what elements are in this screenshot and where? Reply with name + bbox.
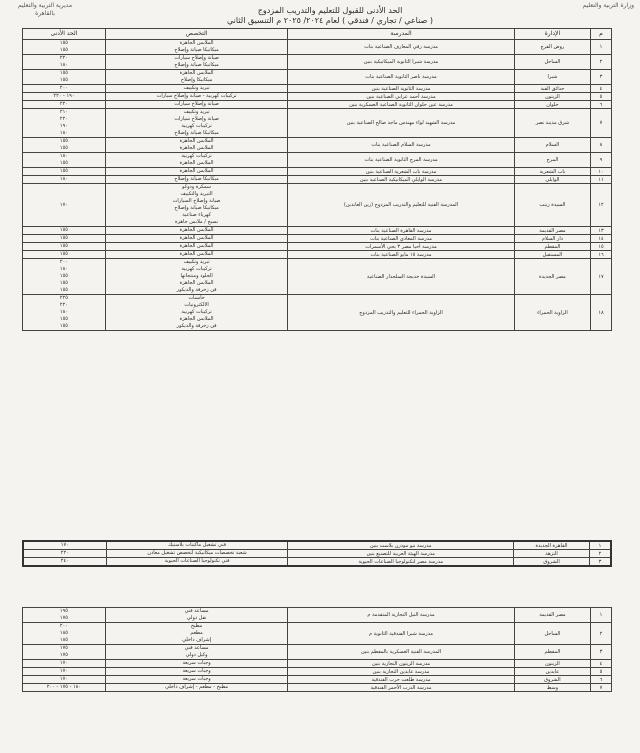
district-cell: مصر الجديدة [514,259,590,295]
specialty-cell-line: الالكترونيات [184,302,209,308]
grade-cell-line: ١٥٥ [59,70,68,76]
district-cell: النزهة [514,550,590,558]
specialty-cell-line: الملابس الجاهزة [179,227,214,233]
school-cell: السيدة خديجة السلحدار الصناعية [288,259,515,295]
specialty-cell-line: الملابس الجاهزة [179,280,214,286]
district-cell: شبرا [514,70,590,85]
table-row [23,176,612,184]
school-cell: مدرسة السلام الصناعية بنات [288,138,515,153]
school-cell: مدرسة ناصر الثانوية الصناعية بنات [288,70,515,85]
row-number: ١ [590,541,611,550]
grade-cell-line: ٢٠٠ [59,85,68,91]
table-row [23,645,612,660]
school-cell: مدرسة رقي المعارف الصناعية بنات [288,40,515,55]
grade-cell-line: ١٩٥ [59,608,68,614]
grade-cell-line: ١٨٠ [59,309,68,315]
grade-cell [23,558,106,567]
ministry-label: وزارة التربية والتعليم [582,2,634,9]
row-number: ١ [591,608,612,623]
school-cell: مدرسة نيو مودرن بلاست بنين [288,541,514,550]
district-cell: القاهرة الجديدة [514,541,590,550]
specialty-cell [105,295,287,331]
grade-cell-line: ١٥٥ [59,160,68,166]
specialty-cell-line: فن زخرفة والديكور [176,287,217,293]
table-row [23,235,612,243]
table-row [23,668,612,676]
specialty-cell-line: وجبات سريعة [182,668,211,674]
school-cell: مدرسة مصر لتكنولوجيا الصناعات الحيوية [288,558,514,567]
row-number: ٧ [591,684,612,692]
table-applied-tech [22,540,612,567]
grade-cell-line: ١٩٠ - ٢٢٠ [53,93,75,99]
district-cell: دار السلام [514,235,590,243]
grade-cell [23,109,106,138]
district-cell: شرق مدينة نصر [514,109,590,138]
row-number: ١٣ [591,227,612,235]
grade-cell [23,608,106,623]
specialty-cell-line: شعبة تخصصات ميكانيكية لتخصص تشغيل معادن [147,550,247,556]
specialty-cell-line: الجلود ومنتجاتها [180,273,213,279]
specialty-cell-line: الملابس الجاهزة [179,70,214,76]
grade-cell [23,176,106,184]
row-number: ٣ [591,70,612,85]
school-cell: مدرسة المرج الثانوية الصناعية بنات [288,153,515,168]
table-row [23,684,612,692]
school-cell: المدرسة الفنية للتعليم والتدريب المزدوج (زين العابدين) [288,184,515,227]
grade-cell-line: ١٧٠ [60,542,69,548]
grade-cell [23,168,106,176]
district-cell: المستقبل [514,251,590,259]
grade-cell [23,227,106,235]
specialty-cell [106,558,288,567]
specialty-cell-line: فني تشغيل ماكينات بلاستيك [167,542,227,548]
specialty-cell-line: ميكانيكا صيانة وإصلاح [174,130,219,136]
district-cell: الزيتون [514,93,590,101]
school-cell: الزاوية الحمراء للتعليم والتدريب المزدوج [288,295,515,331]
specialty-cell [105,93,287,101]
grade-cell [23,251,106,259]
table-row [23,227,612,235]
specialty-cell-line: تبريد وتكييف [183,259,210,265]
grade-cell-line: ١٨٥ [59,630,68,636]
grade-cell [23,541,106,550]
grade-cell-line: ١٥٥ [59,243,68,249]
row-number: ٥ [591,668,612,676]
grade-cell-line: ١٨٥ [59,637,68,643]
grade-cell [23,243,106,251]
grade-cell-line: ١٥٥ [59,227,68,233]
row-number: ٤ [591,660,612,668]
table-row [23,623,612,645]
specialty-cell-line: نقل دولي [186,615,207,621]
row-number: ٦ [591,101,612,109]
specialty-cell [105,85,287,93]
district-cell: باب الشعرية [514,168,590,176]
row-number: ٨ [591,138,612,153]
specialty-cell [105,138,287,153]
specialty-cell [105,55,287,70]
school-cell: مدرسة القاهرة الصناعية بنات [288,227,515,235]
specialty-cell-line: تركيبات كهربية [181,153,212,159]
grade-cell [23,295,106,331]
table-row [23,93,612,101]
specialty-cell-line: تركيبات كهربية [181,309,212,315]
specialty-cell-line: حاسبات [188,295,205,301]
grade-cell-line: ٢٢٠ [60,550,69,556]
row-number: ٧ [591,109,612,138]
school-cell: مدرسة المعادي الصناعية بنات [288,235,515,243]
grade-cell-line: ١٨٠ [59,176,68,182]
grade-cell-line: ١٥٥ [59,168,68,174]
specialty-cell [105,243,287,251]
specialty-cell-line: وجبات سريعة [182,660,211,666]
specialty-cell-line: تبريد وتكييف [183,85,210,91]
page-title: الحد الأدنى للقبول للتعليم والتدريب المزدوج [257,6,403,15]
row-number: ٢ [590,550,611,558]
specialty-cell-line: تركيبات كهربية [181,266,212,272]
specialty-cell-line: الملابس الجاهزة [179,145,214,151]
specialty-cell-line: الملابس الجاهزة [179,243,214,249]
specialty-cell [105,251,287,259]
grade-cell [23,623,106,645]
grade-cell-line: ٢٠٠ [59,259,68,265]
specialty-cell-line: تركيبات كهربية [181,123,212,129]
grade-cell-line: ١٧٠ [59,676,68,682]
specialty-cell-line: الملابس الجاهزة [179,251,214,257]
specialty-cell-line: صيانة وإصلاح سيارات [174,55,219,61]
specialty-cell-line: الملابس الجاهزة [179,160,214,166]
table-row [23,55,612,70]
district-cell: المقطم [514,645,590,660]
grade-cell-line: ٢٢٠ [59,101,68,107]
table-row [23,550,611,558]
specialty-cell-line: ميكانيكا صيانة وإصلاح [174,62,219,68]
row-number: ١٨ [591,295,612,331]
row-number: ٢ [591,55,612,70]
school-cell: مدرسة الدرب الأحمر الفندقية [288,684,515,692]
grade-cell [23,40,106,55]
table-row [23,109,612,138]
specialty-cell-line: تبريد وتكييف [183,109,210,115]
table-row [23,153,612,168]
table-row [23,70,612,85]
specialty-cell [105,684,287,692]
grade-cell-line: ١٨٠ [59,130,68,136]
school-cell: مدرسة النيل التجارية المتقدمة م [288,608,515,623]
grade-cell-line: ١٨٠ - ١٧٥ - ٢٠٠ [46,684,82,690]
grade-cell-line: ٢١٠ [59,109,68,115]
row-number: ٦ [591,676,612,684]
grade-cell-line: ٢٢٠ [59,55,68,61]
grade-cell-line: ١٨٠ [59,266,68,272]
school-cell: مدرسة عابدين التجارية بنين [288,668,515,676]
specialty-cell-line: مساعد فني [184,608,209,614]
specialty-cell [105,668,287,676]
district-cell: الشروق [514,558,590,567]
district-cell: وسط [514,684,590,692]
grade-cell-line: ٢٤٠ [60,558,69,564]
specialty-cell-line: مساعد فني [184,645,209,651]
specialty-cell [106,550,288,558]
grade-cell-line: ١٥٥ [59,138,68,144]
specialty-cell-line: نسيج / ملابس جاهزة [175,219,219,225]
district-cell: حدائق القبة [514,85,590,93]
specialty-cell [105,109,287,138]
row-number: ٩ [591,153,612,168]
col-school-header: المدرسة [288,29,515,40]
specialty-cell [106,541,288,550]
school-cell: مدرسة الوايلي الميكانيكية الصناعية بنين [288,176,515,184]
grade-cell-line: ٢٢٠ [59,302,68,308]
specialty-cell [105,176,287,184]
specialty-cell [105,40,287,55]
row-number: ٣ [591,645,612,660]
col-spec-header: التخصص [105,29,287,40]
specialty-cell-line: مطبخ - مطعم - إشراف داخلي [165,684,229,690]
row-number: ٢ [591,623,612,645]
specialty-cell-line: كهرباء صناعية [182,212,211,218]
specialty-cell-line: الملابس الجاهزة [179,316,214,322]
school-cell: مدرسة شبرا الثانوية الميكانيكية بنين [288,55,515,70]
grade-cell [23,93,106,101]
grade-cell-line: ١٩٠ [59,123,68,129]
district-cell: مصر القديمة [514,608,590,623]
district-cell: الزيتون [514,660,590,668]
grade-cell-line: ١٧٠ [59,668,68,674]
specialty-cell [105,153,287,168]
specialty-cell-line: صيانة وإصلاح السيارات [172,198,221,204]
table-row [23,558,611,567]
col-district-header: الإدارة [514,29,590,40]
specialty-cell-line: وجبات سريعة [182,676,211,682]
grade-cell [23,550,106,558]
table-commercial-hotel [22,607,612,692]
specialty-cell-line: إشراف داخلي [182,637,212,643]
table-row [23,676,612,684]
specialty-cell-line: سمكرة ودوكو [182,184,211,190]
district-cell: الزاوية الحمراء [514,295,590,331]
specialty-cell [105,70,287,85]
grade-cell-line: ١٥٥ [59,40,68,46]
specialty-cell-line: ميكانيكا صيانة وإصلاح [174,176,219,182]
specialty-cell-line: ميكانيكا صيانة وإصلاح [174,47,219,53]
specialty-cell-line: فني تكنولوجيا الصناعات الحيوية [164,558,230,564]
specialty-cell-line: التبريد والتكييف [180,191,213,197]
row-number: ١٠ [591,168,612,176]
grade-cell [23,660,106,668]
grade-cell [23,55,106,70]
district-cell: الوايلي [514,176,590,184]
specialty-cell [105,227,287,235]
table-row [23,168,612,176]
grade-cell [23,684,106,692]
school-cell: مدرسة الهيئة العربية للتصنيع بنين [288,550,514,558]
row-number: ١ [591,40,612,55]
table-row [23,608,612,623]
grade-cell [23,138,106,153]
specialty-cell [105,184,287,227]
specialty-cell [105,623,287,645]
table-row [23,243,612,251]
specialty-cell-line: الملابس الجاهزة [179,235,214,241]
specialty-cell-line: الملابس الجاهزة [179,168,214,174]
grade-cell [23,85,106,93]
district-cell: الشروق [514,676,590,684]
table-row [23,101,612,109]
grade-cell [23,153,106,168]
grade-cell [23,235,106,243]
row-number: ١٤ [591,235,612,243]
row-number: ١١ [591,176,612,184]
district-cell: عابدين [514,668,590,676]
specialty-cell [105,645,287,660]
grade-cell-line: ١٥٥ [59,287,68,293]
table-row [23,251,612,259]
school-cell: مدرسة باب الشعرية الصناعية بنين [288,168,515,176]
row-number: ١٥ [591,243,612,251]
grade-cell-line: ١٧٥ [59,645,68,651]
table-row [23,138,612,153]
grade-cell-line: ١٥٥ [59,77,68,83]
grade-cell [23,259,106,295]
district-cell: السيدة زينب [514,184,590,227]
table-row [23,295,612,331]
school-cell: مدرسة طلعت حرب الفندقية [288,676,515,684]
row-number: ٤ [591,85,612,93]
specialty-cell [105,676,287,684]
table-row [23,259,612,295]
col-grade-header: الحد الأدنى [23,29,106,40]
grade-cell [23,676,106,684]
specialty-cell [105,608,287,623]
page-subtitle: ( صناعي / تجاري / فندقي ) لعام ٢٠٢٤/ ٢٠٢٥ م التنسيق الثاني [227,16,433,25]
table-row [23,541,611,550]
grade-cell-line: ١٧٠ [59,201,68,208]
table-industrial [22,28,612,331]
grade-cell-line: ١٥٥ [59,145,68,151]
district-cell: روض الفرج [514,40,590,55]
table-row [23,660,612,668]
grade-cell-line: ١٧٥ [59,652,68,658]
specialty-cell-line: الملابس الجاهزة [179,138,214,144]
row-number: ١٦ [591,251,612,259]
grade-cell-line: ٢٠٠ [59,623,68,629]
table-row [23,184,612,227]
district-cell: الساحل [514,623,590,645]
grade-cell-line: ١٥٥ [59,280,68,286]
specialty-cell-line: صيانة وإصلاح سيارات [174,101,219,107]
row-number: ٥ [591,93,612,101]
school-cell: مدرسة الزيتون التجارية بنين [288,660,515,668]
district-cell: حلوان [514,101,590,109]
school-cell: مدرسة الثانوية الصناعية بنين [288,85,515,93]
school-cell: مدرسة عين حلوان الثانوية الصناعية العسكرية بنين [288,101,515,109]
school-cell: مدرسة شبرا الفندقية الثانوية م [288,623,515,645]
grade-cell [23,101,106,109]
grade-cell [23,645,106,660]
grade-cell [23,70,106,85]
district-cell: الساحل [514,55,590,70]
school-cell: مدرسة أحيا مصر ٣ بحي الأسمرات [288,243,515,251]
grade-cell-line: ١٧٠ [59,660,68,666]
specialty-cell-line: مطبخ [190,623,203,629]
table-row [23,85,612,93]
grade-cell-line: ١٥٥ [59,47,68,53]
grade-cell [23,184,106,227]
grade-cell-line: ١٥٥ [59,323,68,329]
district-cell: مصر القديمة [514,227,590,235]
specialty-cell-line: صيانة وإصلاح سيارات [174,116,219,122]
district-cell: السلام [514,138,590,153]
grade-cell-line: ١٥٥ [59,316,68,322]
table-row [23,40,612,55]
district-cell: المرج [514,153,590,168]
directorate-label: مديرية التربية والتعليم بالقاهرة [17,2,73,17]
grade-cell-line: ١٥٥ [59,273,68,279]
specialty-cell-line: ميكانيكا صيانة وإصلاح [174,205,219,211]
school-cell: مدرسة ١٥ مايو الصناعية بنات [288,251,515,259]
row-number: ٣ [590,558,611,567]
grade-cell-line: ١٧٥ [59,615,68,621]
specialty-cell [105,235,287,243]
row-number: ١٢ [591,184,612,227]
grade-cell-line: ١٨٠ [59,62,68,68]
specialty-cell-line: مطعم [190,630,203,636]
specialty-cell [105,660,287,668]
row-number: ١٧ [591,259,612,295]
grade-cell [23,668,106,676]
specialty-cell-line: تركيبات كهربية - صيانة وإصلاح سيارات [156,93,237,99]
grade-cell-line: ١٥٥ [59,251,68,257]
grade-cell-line: ٢٢٠ [59,116,68,122]
school-cell: مدرسة الشهيد لواء مهندس ماجد صالح الصناعية بنين [288,109,515,138]
specialty-cell-line: ميكانيكا وإصلاح [180,77,213,83]
specialty-cell-line: فن زخرفة والديكور [176,323,217,329]
specialty-cell [105,259,287,295]
grade-cell-line: ١٨٠ [59,153,68,159]
specialty-cell-line: وكيل دولي [185,652,208,658]
col-num-header: م [591,29,612,40]
school-cell: المدرسة الفنية العسكرية بالمقطم بنين [288,645,515,660]
specialty-cell [105,168,287,176]
specialty-cell-line: الملابس الجاهزة [179,40,214,46]
district-cell: المقطم [514,243,590,251]
specialty-cell [105,101,287,109]
grade-cell-line: ٢٢٥ [59,295,68,301]
school-cell: مدرسة أحمد عرابي الصناعية بنين [288,93,515,101]
grade-cell-line: ١٥٥ [59,235,68,241]
